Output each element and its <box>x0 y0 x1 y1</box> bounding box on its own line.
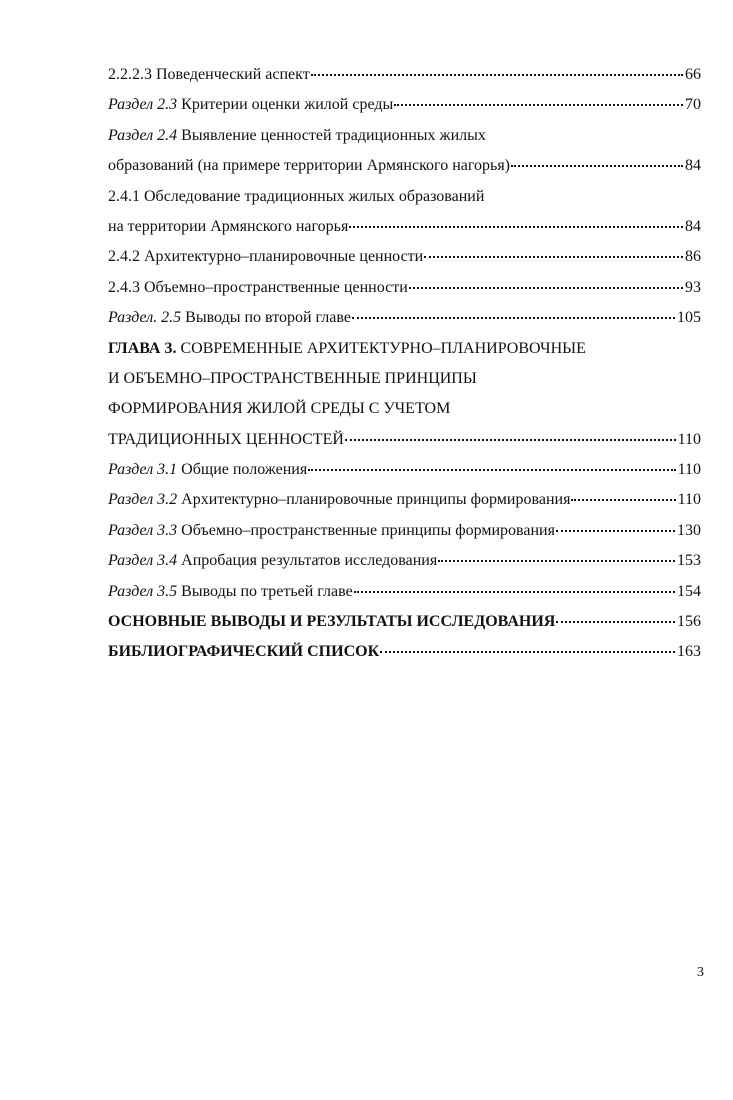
toc-entry-title: Общие положения <box>177 461 308 479</box>
toc-section-prefix: Раздел 2.4 <box>108 126 178 144</box>
toc-entry <box>108 546 701 576</box>
toc-entry <box>108 577 701 607</box>
toc-entry <box>108 182 701 243</box>
toc-section-prefix: Раздел 3.4 <box>108 552 178 570</box>
toc-entry-title-continued: на территории Армянского нагорья <box>108 217 349 235</box>
toc-chapter-title-line-2: И ОБЪЕМНО–ПРОСТРАНСТВЕННЫЕ ПРИНЦИПЫ <box>108 369 477 387</box>
toc-entry-title: 2.2.2.3 Поведенческий аспект <box>108 66 310 83</box>
toc-entry-title: 2.4.2 Архитектурно–планировочные ценности <box>108 248 424 266</box>
toc-chapter-title-line-3: ФОРМИРОВАНИЯ ЖИЛОЙ СРЕДЫ С УЧЕТОМ <box>108 400 451 418</box>
toc-page-number: 105 <box>677 309 701 327</box>
dot-leader <box>345 439 676 441</box>
toc-entry-title: Выводы по второй главе <box>181 309 351 327</box>
toc-section-prefix: Раздел. 2.5 <box>108 309 182 327</box>
toc-entry-title: БИБЛИОГРАФИЧЕСКИЙ СПИСОК <box>108 643 380 661</box>
toc-entry <box>108 273 701 303</box>
dot-leader <box>311 74 683 76</box>
toc-page-number: 153 <box>677 552 701 570</box>
toc-section-prefix: Раздел 3.5 <box>108 582 178 600</box>
toc-final-entry <box>108 607 701 637</box>
toc-page-number: 110 <box>677 430 701 448</box>
toc-entry-title: Выявление ценностей традиционных жилых <box>177 126 486 144</box>
toc-chapter-3 <box>108 334 701 456</box>
toc-page-number: 66 <box>685 66 701 83</box>
toc-entry-title: Критерии оценки жилой среды <box>177 96 394 114</box>
toc-entry-title: Выводы по третьей главе <box>177 582 353 600</box>
toc-chapter-title-line-4: ТРАДИЦИОННЫХ ЦЕННОСТЕЙ <box>108 430 344 448</box>
toc-entry <box>108 516 701 546</box>
toc-section-prefix: Раздел 3.3 <box>108 521 178 539</box>
dot-leader <box>409 287 683 289</box>
toc-page-number: 93 <box>685 278 701 296</box>
toc-page-number: 70 <box>685 96 701 114</box>
dot-leader <box>556 621 675 623</box>
toc-chapter-prefix: ГЛАВА 3. <box>108 339 177 357</box>
toc-page-number: 130 <box>677 521 701 539</box>
dot-leader <box>352 317 675 319</box>
toc-page-number: 86 <box>685 248 701 266</box>
dot-leader <box>380 651 675 653</box>
toc-page-number: 110 <box>677 491 701 509</box>
page-number: 3 <box>697 965 704 980</box>
toc-section-prefix: Раздел 3.2 <box>108 491 178 509</box>
toc-entry <box>108 303 701 333</box>
dot-leader <box>511 165 683 167</box>
toc-entry-title-continued: образований (на примере территории Армянского нагорья) <box>108 157 511 175</box>
dot-leader <box>424 256 683 258</box>
toc-entry <box>108 90 701 120</box>
toc-entry <box>108 455 701 485</box>
toc-entry-title: Апробация результатов исследования <box>177 552 438 570</box>
table-of-contents <box>108 60 701 668</box>
dot-leader <box>349 226 683 228</box>
toc-page-number: 163 <box>677 643 701 661</box>
toc-page-number: 84 <box>685 217 701 235</box>
toc-entry <box>108 121 701 182</box>
toc-entry-title: Архитектурно–планировочные принципы формирования <box>177 491 571 509</box>
dot-leader <box>556 530 675 532</box>
dot-leader <box>438 560 675 562</box>
toc-entry-title: Объемно–пространственные принципы формирования <box>177 521 555 539</box>
dot-leader <box>394 104 683 106</box>
toc-page-number: 110 <box>677 461 701 479</box>
toc-section-prefix: Раздел 2.3 <box>108 96 178 114</box>
dot-leader <box>354 591 675 593</box>
dot-leader <box>308 469 675 471</box>
toc-page-number: 156 <box>677 613 701 631</box>
toc-entry <box>108 242 701 272</box>
toc-page-number: 154 <box>677 582 701 600</box>
toc-final-entry <box>108 637 701 667</box>
toc-section-prefix: Раздел 3.1 <box>108 461 178 479</box>
toc-chapter-title-line-1: СОВРЕМЕННЫЕ АРХИТЕКТУРНО–ПЛАНИРОВОЧНЫЕ <box>176 339 586 357</box>
toc-entry-title: 2.4.1 Обследование традиционных жилых образований <box>108 187 485 205</box>
toc-entry-title: 2.4.3 Объемно–пространственные ценности <box>108 278 408 296</box>
dot-leader <box>571 499 675 501</box>
toc-entry-title: ОСНОВНЫЕ ВЫВОДЫ И РЕЗУЛЬТАТЫ ИССЛЕДОВАНИЯ <box>108 613 556 631</box>
toc-entry <box>108 60 701 90</box>
toc-entry <box>108 485 701 515</box>
toc-page-number: 84 <box>685 157 701 175</box>
